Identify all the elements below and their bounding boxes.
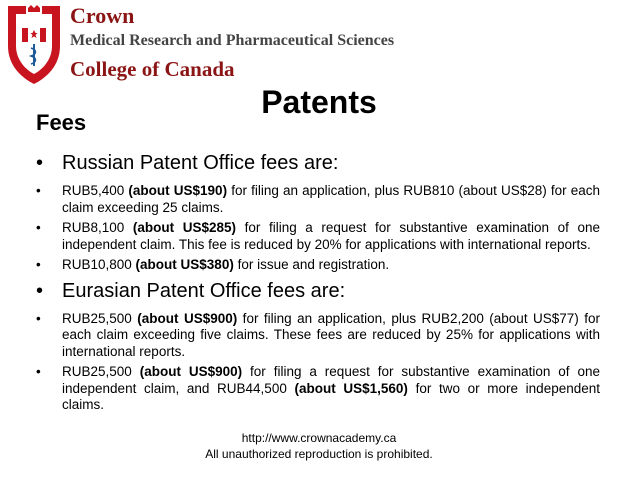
bullet-icon: •	[36, 279, 44, 302]
section-heading-text: Eurasian Patent Office fees are:	[62, 279, 346, 302]
list-item	[36, 257, 600, 274]
footer-notice: All unauthorized reproduction is prohibited.	[205, 447, 433, 461]
bullet-icon: •	[36, 152, 44, 174]
header	[0, 0, 638, 90]
bullet-icon: •	[36, 257, 41, 272]
section-heading-russian	[36, 150, 600, 176]
list-item-text: RUB8,100 (about US$285) for filing a request for substantive examination of one independent claim. This fee is reduced by 20% for applications with international reports.	[62, 220, 601, 252]
list-item	[36, 311, 600, 361]
footer-url: http://www.crownacademy.ca	[241, 431, 397, 445]
college-crest-icon	[4, 2, 64, 86]
section-heading-text: Russian Patent Office fees are:	[62, 152, 339, 174]
bullet-icon: •	[36, 364, 41, 379]
bullet-icon: •	[36, 310, 41, 326]
bullet-icon: •	[36, 183, 41, 198]
org-subtitle: Medical Research and Pharmaceutical Sciences	[70, 32, 395, 49]
section-heading-eurasian	[36, 278, 600, 304]
list-item-text: RUB5,400 (about US$190) for filing an application, plus RUB810 (about US$28) for each claim exceeding 25 claims.	[62, 183, 601, 215]
slide-title: Patents	[261, 84, 377, 120]
slide-content	[36, 150, 600, 418]
list-item	[36, 364, 600, 414]
list-item	[36, 220, 600, 253]
list-item	[36, 183, 600, 216]
list-item-text: RUB25,500 (about US$900) for filing an application, plus RUB2,200 (about US$77) for each claim exceeding five claims. These fees are reduced by 25% for applications with international reports.	[62, 310, 600, 359]
footer	[0, 430, 638, 462]
list-item-text: RUB10,800 (about US$380) for issue and registration.	[62, 257, 390, 272]
list-item-text: RUB25,500 (about US$900) for filing a request for substantive examination of one independent claim, and RUB44,500 (about US$1,560) for two or more independent claims.	[62, 364, 600, 412]
org-college: College of Canada	[70, 57, 235, 81]
slide-subtitle: Fees	[36, 110, 87, 135]
bullet-icon: •	[36, 220, 41, 235]
org-name: Crown	[70, 3, 135, 28]
